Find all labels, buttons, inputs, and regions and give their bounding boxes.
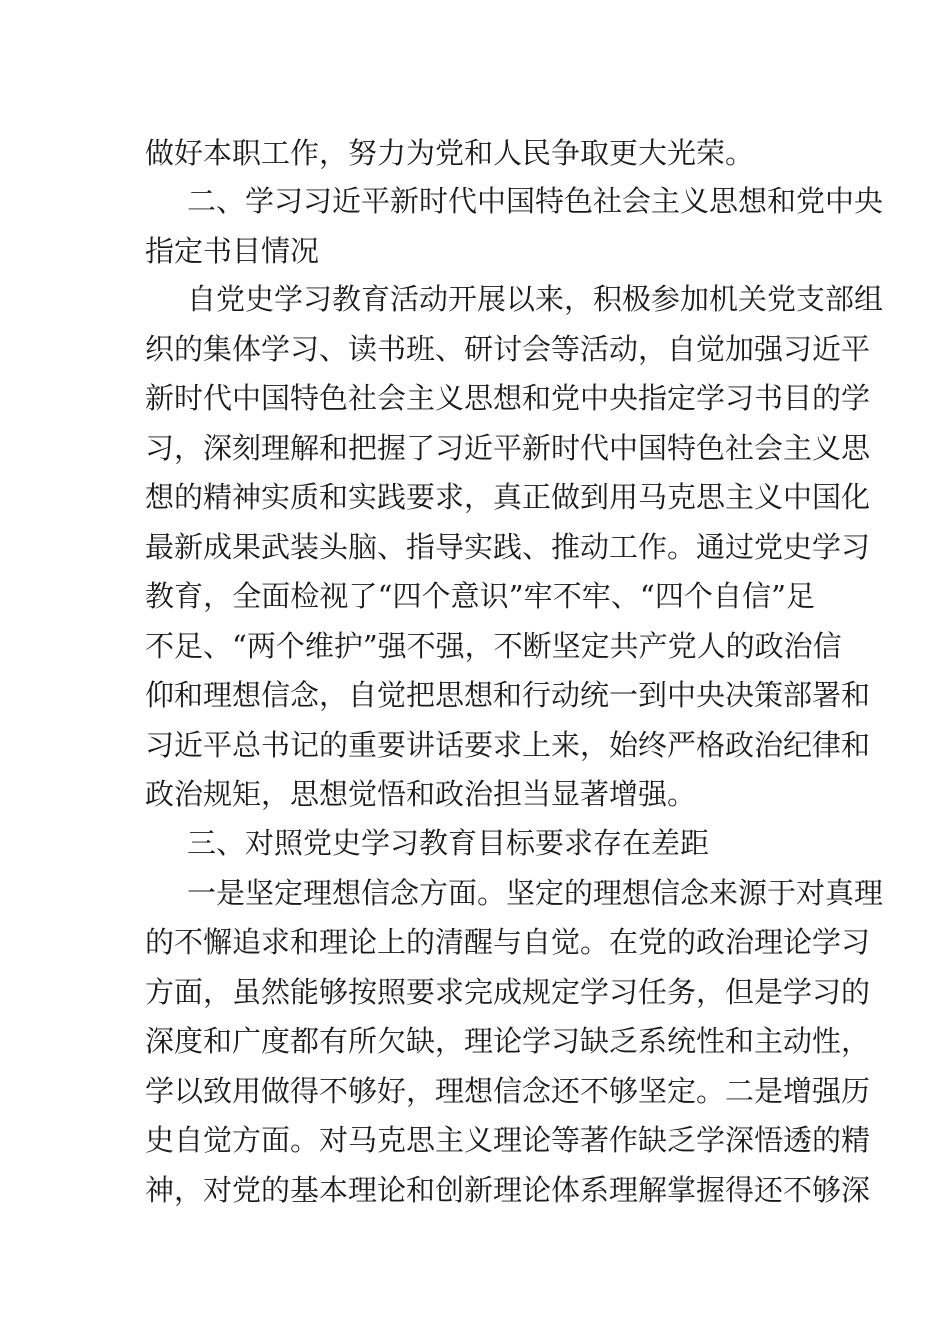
paragraph-line: 习，深刻理解和把握了习近平新时代中国特色社会主义思 bbox=[145, 431, 871, 465]
paragraph-line: 自党史学习教育活动开展以来，积极参加机关党支部组 bbox=[187, 282, 884, 316]
paragraph-line: 学以致用做得不够好，理想信念还不够坚定。二是增强历 bbox=[145, 1074, 871, 1108]
paragraph-line: 教育，全面检视了“四个意识”牢不牢、“四个自信”足 bbox=[145, 579, 815, 613]
paragraph-line: 的不懈追求和理论上的清醒与自觉。在党的政治理论学习 bbox=[145, 925, 871, 959]
paragraph-line: 一是坚定理想信念方面。坚定的理想信念来源于对真理 bbox=[187, 876, 884, 910]
paragraph-line: 深度和广度都有所欠缺，理论学习缺乏系统性和主动性， bbox=[145, 1024, 871, 1058]
section-heading: 三、对照党史学习教育目标要求存在差距 bbox=[187, 826, 710, 860]
section-heading: 二、学习习近平新时代中国特色社会主义思想和党中央 bbox=[187, 184, 884, 218]
paragraph-line: 不足、“两个维护”强不强，不断坚定共产党人的政治信 bbox=[145, 629, 842, 663]
paragraph-line: 神，对党的基本理论和创新理论体系理解掌握得还不够深 bbox=[145, 1173, 871, 1207]
paragraph-line: 仰和理想信念，自觉把思想和行动统一到中央决策部署和 bbox=[145, 678, 871, 712]
paragraph-line: 方面，虽然能够按照要求完成规定学习任务，但是学习的 bbox=[145, 975, 871, 1009]
section-heading-continued: 指定书目情况 bbox=[145, 234, 320, 268]
paragraph-line: 史自觉方面。对马克思主义理论等著作缺乏学深悟透的精 bbox=[145, 1123, 871, 1157]
paragraph-line: 织的集体学习、读书班、研讨会等活动，自觉加强习近平 bbox=[145, 332, 871, 366]
paragraph-line: 最新成果武装头脑、指导实践、推动工作。通过党史学习 bbox=[145, 530, 871, 564]
text-line: 做好本职工作，努力为党和人民争取更大光荣。 bbox=[145, 136, 755, 170]
paragraph-line: 新时代中国特色社会主义思想和党中央指定学习书目的学 bbox=[145, 381, 871, 415]
paragraph-line: 习近平总书记的重要讲话要求上来，始终严格政治纪律和 bbox=[145, 728, 871, 762]
paragraph-line: 政治规矩，思想觉悟和政治担当显著增强。 bbox=[145, 777, 697, 811]
paragraph-line: 想的精神实质和实践要求，真正做到用马克思主义中国化 bbox=[145, 480, 871, 514]
